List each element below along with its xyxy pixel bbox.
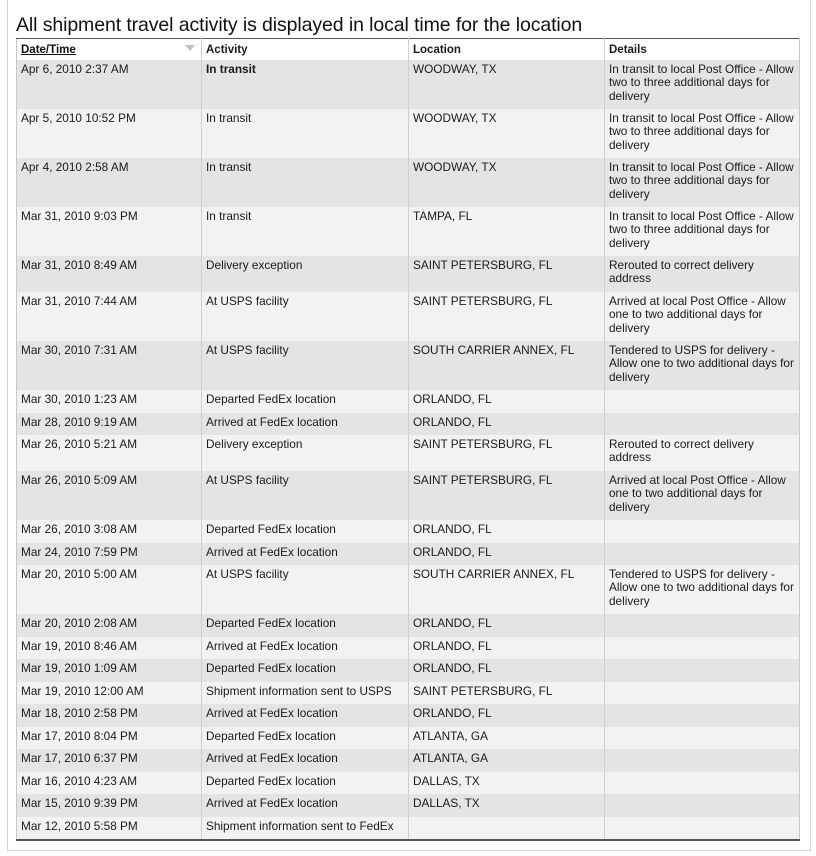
table-header-row [17, 39, 800, 61]
cell-activity: Arrived at FedEx location [202, 543, 409, 566]
table-row [17, 471, 800, 520]
cell-location: ORLANDO, FL [409, 637, 605, 660]
cell-details: Tendered to USPS for delivery - Allow one to two additional days for delivery [605, 341, 800, 390]
cell-details [605, 637, 800, 660]
cell-location: SAINT PETERSBURG, FL [409, 292, 605, 341]
cell-datetime: Mar 30, 2010 7:31 AM [17, 341, 202, 390]
cell-details: Arrived at local Post Office - Allow one to two additional days for delivery [605, 292, 800, 341]
cell-datetime: Mar 24, 2010 7:59 PM [17, 543, 202, 566]
table-row [17, 60, 800, 109]
table-row [17, 390, 800, 413]
cell-details [605, 794, 800, 817]
cell-activity: Departed FedEx location [202, 659, 409, 682]
table-row [17, 256, 800, 292]
table-row [17, 749, 800, 772]
cell-location: ORLANDO, FL [409, 543, 605, 566]
cell-datetime: Mar 20, 2010 5:00 AM [17, 565, 202, 614]
cell-activity: Departed FedEx location [202, 520, 409, 543]
cell-details [605, 614, 800, 637]
cell-location: SAINT PETERSBURG, FL [409, 682, 605, 705]
cell-location: DALLAS, TX [409, 794, 605, 817]
shipment-activity-table [16, 38, 800, 841]
table-row [17, 292, 800, 341]
cell-activity: At USPS facility [202, 471, 409, 520]
cell-activity: At USPS facility [202, 341, 409, 390]
cell-location: ORLANDO, FL [409, 390, 605, 413]
cell-activity: Departed FedEx location [202, 772, 409, 795]
cell-datetime: Mar 26, 2010 3:08 AM [17, 520, 202, 543]
cell-activity: Departed FedEx location [202, 727, 409, 750]
cell-details [605, 817, 800, 841]
cell-activity: Departed FedEx location [202, 614, 409, 637]
table-row [17, 659, 800, 682]
cell-activity: Arrived at FedEx location [202, 413, 409, 436]
cell-location: SAINT PETERSBURG, FL [409, 256, 605, 292]
cell-datetime: Mar 17, 2010 8:04 PM [17, 727, 202, 750]
cell-details [605, 543, 800, 566]
cell-datetime: Mar 16, 2010 4:23 AM [17, 772, 202, 795]
cell-activity: In transit [202, 60, 409, 109]
cell-location: SAINT PETERSBURG, FL [409, 435, 605, 471]
cell-datetime: Mar 20, 2010 2:08 AM [17, 614, 202, 637]
cell-activity: Shipment information sent to FedEx [202, 817, 409, 841]
cell-location: WOODWAY, TX [409, 158, 605, 207]
cell-activity: At USPS facility [202, 292, 409, 341]
cell-datetime: Mar 31, 2010 9:03 PM [17, 207, 202, 256]
cell-location: SAINT PETERSBURG, FL [409, 471, 605, 520]
column-header-details: Details [605, 39, 800, 61]
table-row [17, 109, 800, 158]
cell-activity: Arrived at FedEx location [202, 704, 409, 727]
cell-datetime: Mar 28, 2010 9:19 AM [17, 413, 202, 436]
cell-location: ATLANTA, GA [409, 727, 605, 750]
cell-details [605, 390, 800, 413]
table-row [17, 704, 800, 727]
cell-datetime: Mar 31, 2010 7:44 AM [17, 292, 202, 341]
cell-location: ORLANDO, FL [409, 704, 605, 727]
cell-location: ORLANDO, FL [409, 520, 605, 543]
cell-location: TAMPA, FL [409, 207, 605, 256]
cell-datetime: Mar 26, 2010 5:09 AM [17, 471, 202, 520]
table-row [17, 637, 800, 660]
column-header-location: Location [409, 39, 605, 61]
cell-datetime: Mar 15, 2010 9:39 PM [17, 794, 202, 817]
cell-details [605, 659, 800, 682]
table-row [17, 543, 800, 566]
cell-activity: Arrived at FedEx location [202, 637, 409, 660]
table-row [17, 794, 800, 817]
cell-location: WOODWAY, TX [409, 109, 605, 158]
cell-details: In transit to local Post Office - Allow two to three additional days for delivery [605, 158, 800, 207]
table-row [17, 435, 800, 471]
cell-datetime: Mar 17, 2010 6:37 PM [17, 749, 202, 772]
cell-datetime: Mar 31, 2010 8:49 AM [17, 256, 202, 292]
table-row [17, 772, 800, 795]
cell-location: ORLANDO, FL [409, 614, 605, 637]
cell-details [605, 727, 800, 750]
table-row [17, 614, 800, 637]
cell-datetime: Mar 26, 2010 5:21 AM [17, 435, 202, 471]
sort-descending-icon[interactable] [185, 45, 195, 51]
table-row [17, 817, 800, 841]
cell-activity: At USPS facility [202, 565, 409, 614]
cell-datetime: Mar 18, 2010 2:58 PM [17, 704, 202, 727]
table-row [17, 413, 800, 436]
table-row [17, 158, 800, 207]
cell-location: ATLANTA, GA [409, 749, 605, 772]
cell-location: ORLANDO, FL [409, 413, 605, 436]
cell-datetime: Mar 12, 2010 5:58 PM [17, 817, 202, 841]
cell-details: Rerouted to correct delivery address [605, 435, 800, 471]
cell-datetime: Mar 30, 2010 1:23 AM [17, 390, 202, 413]
page-title: All shipment travel activity is displayed in local time for the location [16, 14, 583, 36]
cell-details [605, 413, 800, 436]
cell-details: In transit to local Post Office - Allow two to three additional days for delivery [605, 60, 800, 109]
table-row [17, 727, 800, 750]
cell-location [409, 817, 605, 841]
cell-details [605, 772, 800, 795]
cell-details: Arrived at local Post Office - Allow one to two additional days for delivery [605, 471, 800, 520]
cell-activity: Delivery exception [202, 256, 409, 292]
cell-details: Tendered to USPS for delivery - Allow one to two additional days for delivery [605, 565, 800, 614]
cell-location: SOUTH CARRIER ANNEX, FL [409, 341, 605, 390]
cell-details: Rerouted to correct delivery address [605, 256, 800, 292]
cell-datetime: Mar 19, 2010 8:46 AM [17, 637, 202, 660]
cell-location: SOUTH CARRIER ANNEX, FL [409, 565, 605, 614]
cell-location: ORLANDO, FL [409, 659, 605, 682]
cell-activity: Arrived at FedEx location [202, 794, 409, 817]
cell-activity: Delivery exception [202, 435, 409, 471]
cell-datetime: Apr 5, 2010 10:52 PM [17, 109, 202, 158]
cell-details [605, 520, 800, 543]
table-row [17, 341, 800, 390]
cell-activity: Departed FedEx location [202, 390, 409, 413]
cell-details: In transit to local Post Office - Allow two to three additional days for delivery [605, 207, 800, 256]
cell-datetime: Mar 19, 2010 1:09 AM [17, 659, 202, 682]
cell-location: WOODWAY, TX [409, 60, 605, 109]
cell-location: DALLAS, TX [409, 772, 605, 795]
cell-datetime: Apr 6, 2010 2:37 AM [17, 60, 202, 109]
cell-activity: Arrived at FedEx location [202, 749, 409, 772]
cell-details [605, 682, 800, 705]
sort-datetime-link[interactable]: Date/Time [21, 43, 76, 56]
cell-details [605, 704, 800, 727]
cell-activity: In transit [202, 158, 409, 207]
cell-details: In transit to local Post Office - Allow two to three additional days for delivery [605, 109, 800, 158]
table-row [17, 682, 800, 705]
cell-datetime: Apr 4, 2010 2:58 AM [17, 158, 202, 207]
cell-activity: In transit [202, 207, 409, 256]
cell-datetime: Mar 19, 2010 12:00 AM [17, 682, 202, 705]
table-row [17, 207, 800, 256]
table-row [17, 565, 800, 614]
cell-details [605, 749, 800, 772]
column-header-activity: Activity [202, 39, 409, 61]
table-row [17, 520, 800, 543]
cell-activity: Shipment information sent to USPS [202, 682, 409, 705]
cell-activity: In transit [202, 109, 409, 158]
column-header-datetime[interactable] [17, 39, 202, 61]
